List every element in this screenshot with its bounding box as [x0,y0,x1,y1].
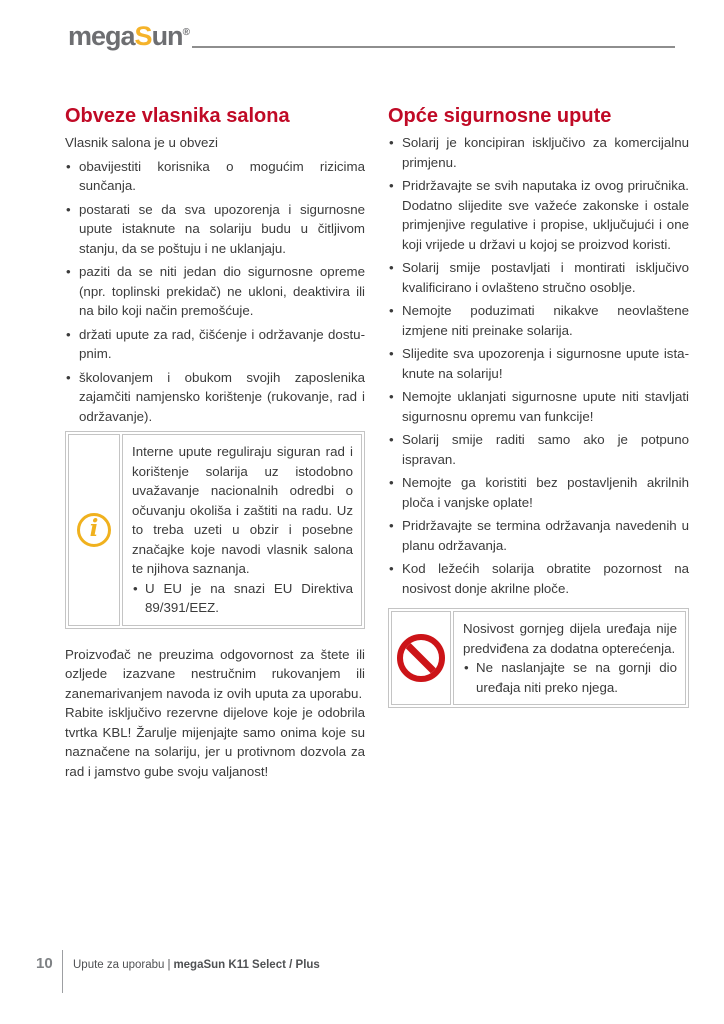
bullet-item: • držati upute za rad, čišćenje i održavanje dostupnim. [65,325,365,364]
page-header [68,18,675,51]
prohibition-icon [397,634,445,682]
logo-part-un: un [151,21,183,51]
logo-part-mega: mega [68,21,135,51]
intro-line: Vlasnik salona je u obvezi [65,135,219,150]
warning-text: Nosivost gornjeg dijela uređaja nije predviđena za dodatna opterećenja. [463,621,677,656]
footer-divider [62,950,63,993]
bullet-item: • Solarij smije postavljati i montirati isključivo kvalificirano i ovlašteno stručno osoblje. [388,258,689,297]
bullet-item: • Kod ležećih solarija obratite pozornost na nosivost donje akrilne ploče. [388,559,689,598]
bullet-item: • Nemojte ga koristiti bez postavljenih akrilnih ploča i vanjske oplate! [388,473,689,512]
owner-obligations-list [65,157,365,427]
section-heading-general-safety: Opće sigurnosne upute [388,105,612,127]
liability-paragraph: Proizvođač ne preuzima odgovornost za štete ili ozljede izazvane nestručnim rukovanjem ili zanemarivanjem navoda iz ovih uputa za uporabu. [65,646,365,701]
bullet-item: • Solarij smije raditi samo ako je potpuno ispravan. [388,430,689,469]
footer-product-name: megaSun K11 Select / Plus [173,959,320,971]
bullet-item: • paziti da se niti jedan dio sigurnosne opreme (npr. toplinski prekidač) ne ukloni, deaktivira ili na bilo koji način premošćuje. [65,262,365,321]
warning-bullet: • Ne naslanjajte se na gornji dio uređaja niti preko njega. [463,658,677,697]
right-column [388,105,689,708]
footer-text [73,959,320,971]
logo-part-s: S [134,21,152,51]
prohibition-icon-cell [391,611,451,705]
info-icon: i [77,513,111,547]
info-note-box [65,431,365,629]
page-number: 10 [36,955,53,972]
prohibition-warning-box [388,608,689,708]
bullet-item: • postarati se da sva upozorenja i sigurnosne upute istaknute na solariju budu u čitljivom stanju, da se poštuju i ne uklanjaju. [65,200,365,259]
registered-mark: ® [182,27,190,38]
info-note-text-cell [122,434,362,626]
info-note-bullet: • U EU je na snazi EU Direktiva 89/391/EEZ. [132,579,353,618]
bullet-item: • školovanjem i obukom svojih zaposlenika zajamčiti namjensko korištenje (rukovanje, rad i održavanje). [65,368,365,427]
left-column [65,105,365,781]
general-safety-list [388,133,689,598]
bullet-item: • obavijestiti korisnika o mogućim rizicima sunčanja. [65,157,365,196]
bullet-item: • Nemojte poduzimati nikakve neovlaštene izmjene niti preinake solarija. [388,301,689,340]
bullet-item: • Pridržavajte se termina održavanja navedenih u planu održavanja. [388,516,689,555]
footer-doc-label: Upute za uporabu [73,959,165,971]
warning-text-cell [453,611,686,705]
megasun-logo [68,18,190,51]
bullet-item: • Pridržavajte se svih naputaka iz ovog priručnika. Dodatno slijedite sve važeće zakonske i ostale primjenjive regulative i propise, uključujući i one koji vrijede u državi u kojoj se proizvod koristi. [388,176,689,254]
spare-parts-paragraph: Rabite isključivo rezervne dijelove koje je odobrila tvrtka KBL! Žarulje mijenjajte samo onima koje su naznačene na solariju, jer u protivnom dozvola za rad i jamstvo gube svoju valjanost! [65,705,365,779]
info-note-text: Interne upute reguliraju siguran rad i korištenje solarija uz istodobno uvažavanje nacionalnih odredbi o očuvanju okoliša i zaštiti na radu. Uz to treba uzeti u obzir i posebne značajke koje navodi vlasnik salona te njihova saznanja. [132,444,353,576]
bullet-item: • Slijedite sva upozorenja i sigurnosne upute istaknute na solariju! [388,344,689,383]
bullet-item: • Nemojte uklanjati sigurnosne upute niti stavljati sigurnosnu opremu van funkcije! [388,387,689,426]
header-rule [192,46,675,48]
bullet-item: • Solarij je koncipiran isključivo za komercijalnu primjenu. [388,133,689,172]
section-heading-owner-obligations: Obveze vlasnika salona [65,105,290,127]
footer-separator: | [167,959,171,971]
info-icon-cell [68,434,120,626]
